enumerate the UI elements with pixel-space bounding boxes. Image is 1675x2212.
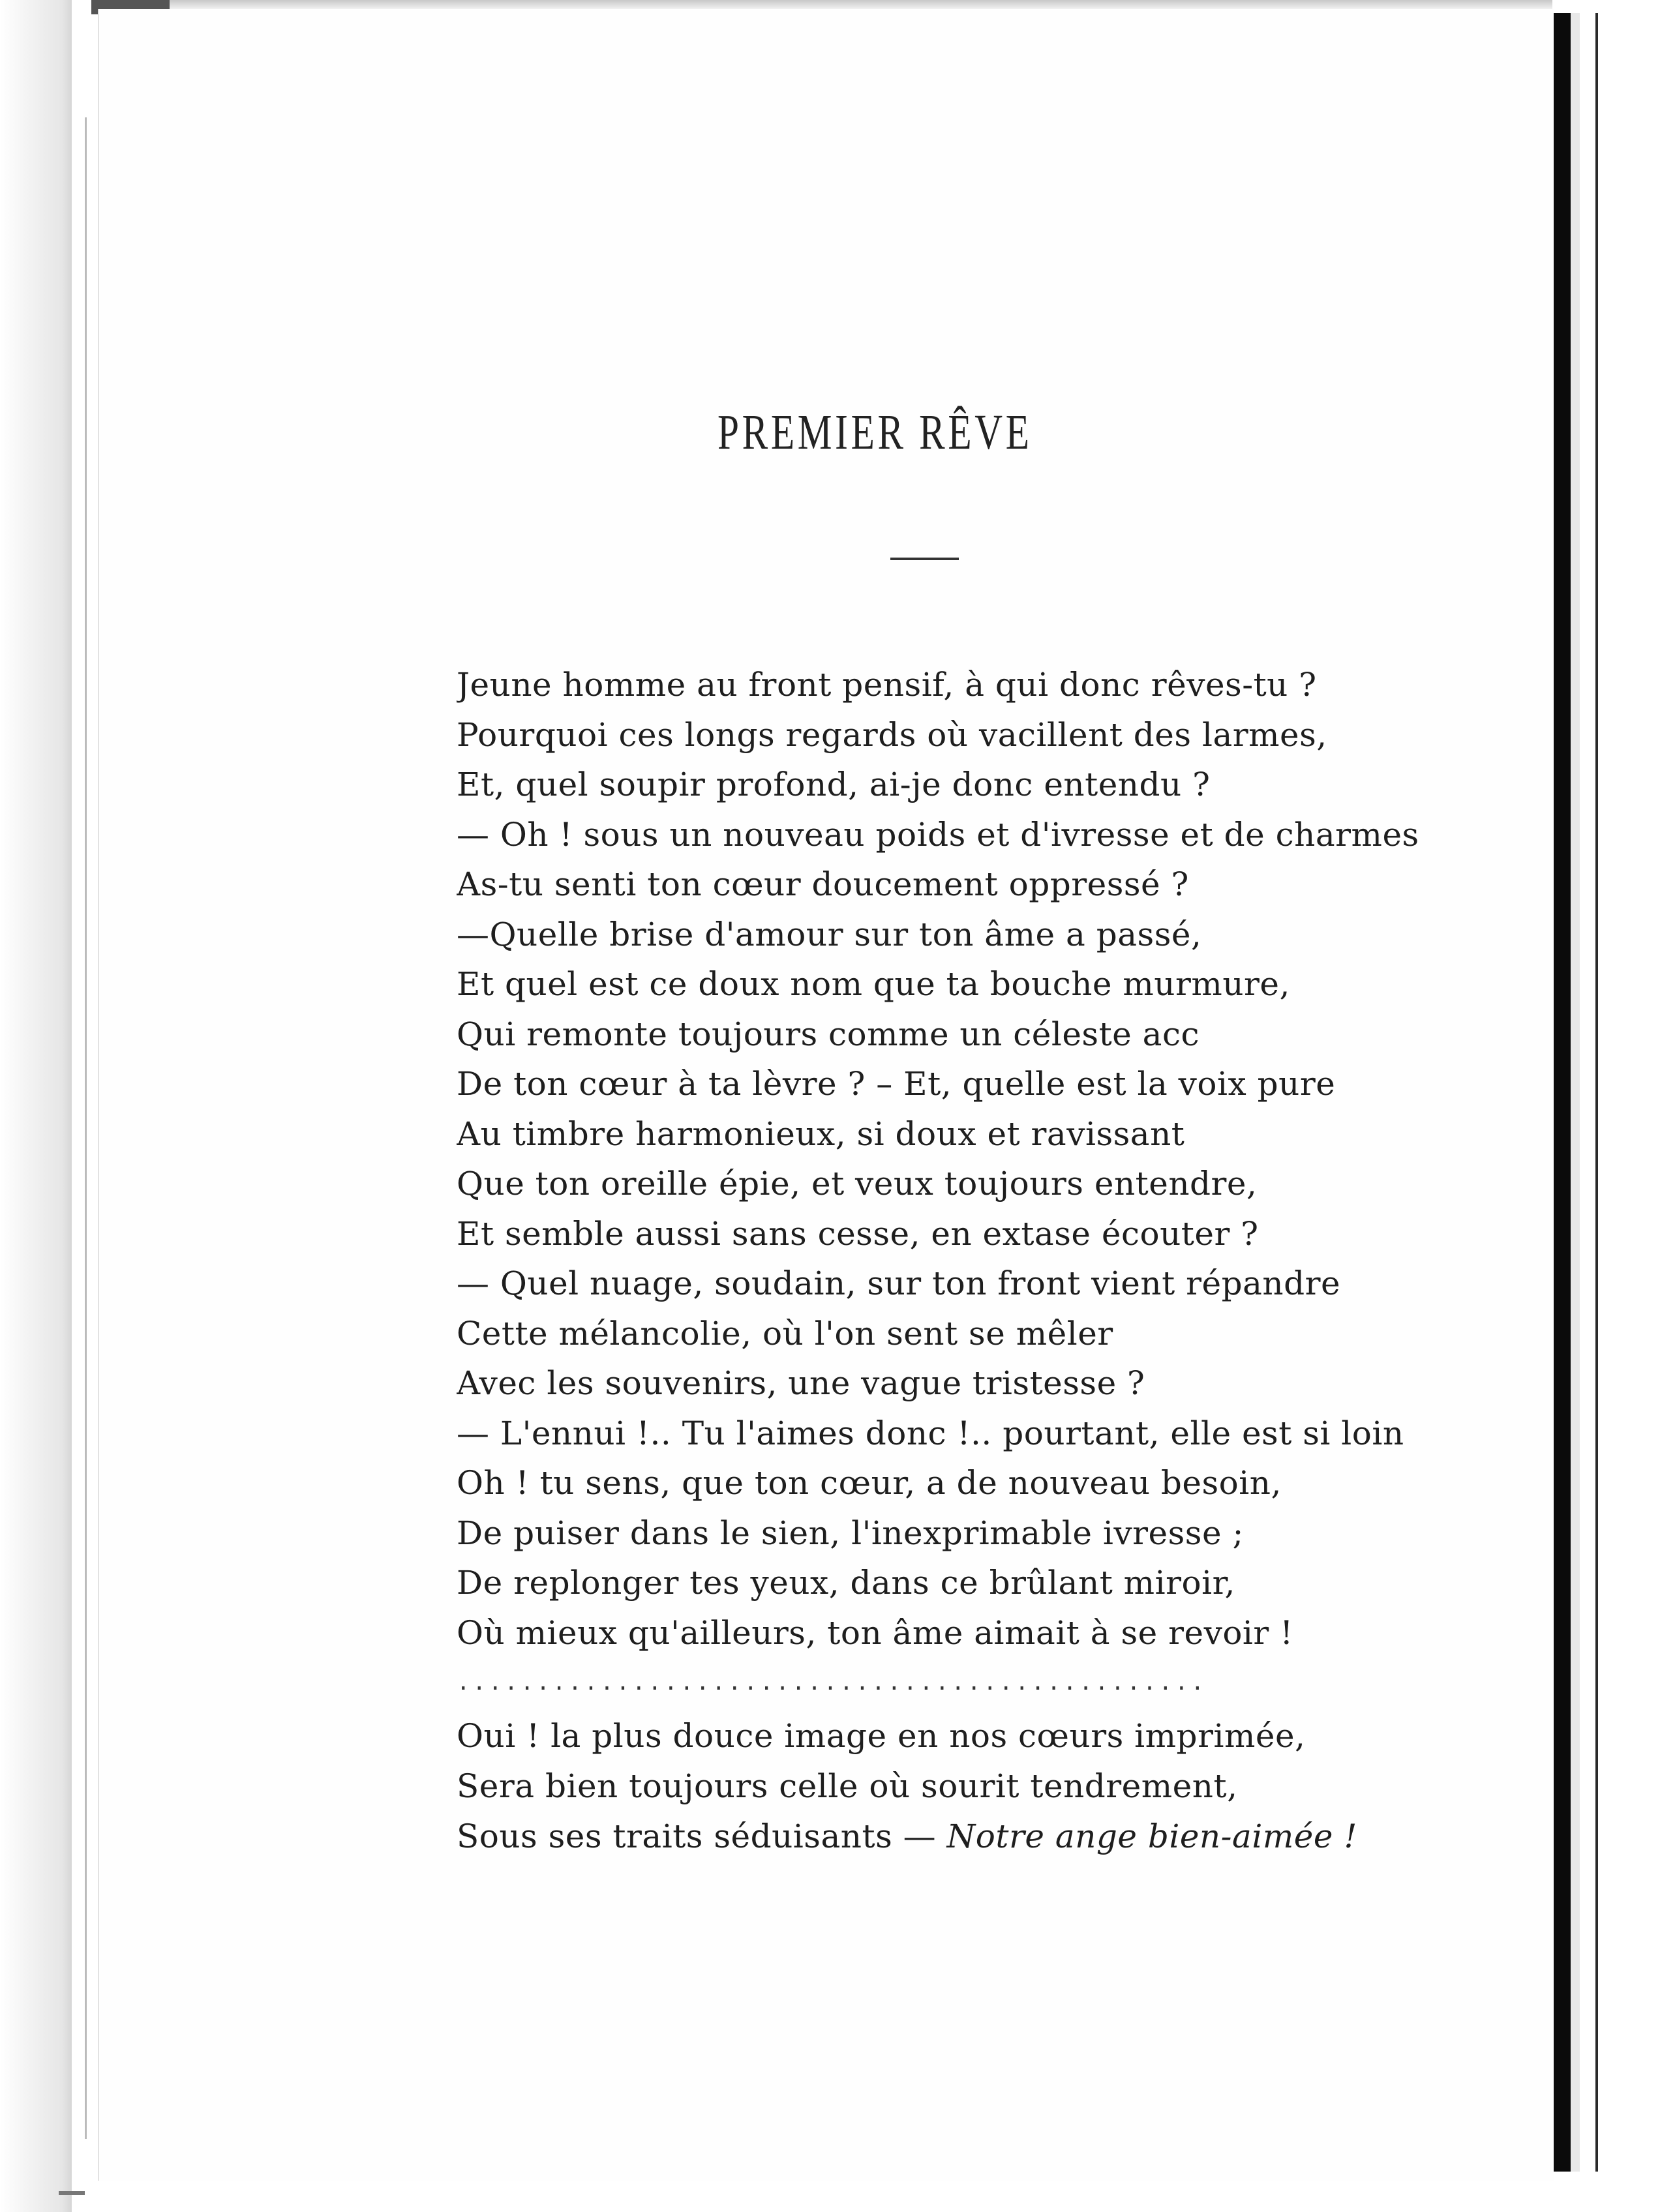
verse-line: Oui ! la plus douce image en nos cœurs imprimée, [457, 1717, 1306, 1755]
verse-line: Au timbre harmonieux, si doux et ravissant [457, 1114, 1185, 1153]
scan-left-fold-line [85, 117, 87, 2139]
verse-line: — L'ennui !.. Tu l'aimes donc !.. pourtant, elle est si loin [457, 1414, 1404, 1452]
verse-line: Où mieux qu'ailleurs, ton âme aimait à se revoir ! [457, 1613, 1293, 1652]
scan-bottom-mark [59, 2191, 85, 2195]
dotted-separator: ............................................... [457, 1669, 1207, 1696]
verse-line: De ton cœur à ta lèvre ? – Et, quelle est la voix pure [457, 1065, 1336, 1103]
verse-line: Oh ! tu sens, que ton cœur, a de nouveau besoin, [457, 1464, 1282, 1502]
verse-line: De puiser dans le sien, l'inexprimable ivresse ; [457, 1514, 1244, 1552]
verse-line: Cette mélancolie, où l'on sent se mêler [457, 1314, 1113, 1353]
poem-title: PREMIER RÊVE [717, 405, 1033, 460]
scan-left-shadow [0, 0, 72, 2212]
verse-line: Jeune homme au front pensif, à qui donc rêves-tu ? [457, 666, 1317, 704]
verse-line: Et semble aussi sans cesse, en extase écouter ? [457, 1214, 1259, 1253]
verse-line: Qui remonte toujours comme un céleste acc [457, 1015, 1200, 1053]
verse-line: —Quelle brise d'amour sur ton âme a passé, [457, 915, 1202, 953]
verse-line: — Quel nuage, soudain, sur ton front vient répandre [457, 1264, 1341, 1302]
scan-right-light-strip [1571, 13, 1580, 2172]
final-verse-italic: Notre ange bien-aimée ! [946, 1817, 1357, 1855]
final-verse-line [457, 1812, 1474, 1862]
scan-right-inner-line [1595, 13, 1598, 2172]
verse-line: Pourquoi ces longs regards où vacillent des larmes, [457, 715, 1327, 754]
scan-top-edge [91, 0, 1552, 9]
verse-line: Que ton oreille épie, et veux toujours entendre, [457, 1165, 1258, 1203]
stanza-1 [457, 660, 1474, 1658]
verse-line: As-tu senti ton cœur doucement oppressé ? [457, 865, 1189, 903]
verse-line: Et, quel soupir profond, ai-je donc entendu ? [457, 766, 1211, 803]
final-verse-lead: Sous ses traits séduisants — [457, 1817, 947, 1855]
stanza-2 [457, 1711, 1474, 1862]
scan-right-dark-edge [1554, 13, 1571, 2172]
verse-line: Avec les souvenirs, une vague tristesse ? [457, 1364, 1145, 1402]
verse-line: — Oh ! sous un nouveau poids et d'ivresse et de charmes [457, 815, 1419, 854]
verse-line: Sera bien toujours celle où sourit tendrement, [457, 1767, 1238, 1805]
title-rule [890, 558, 959, 560]
verse-line: De replonger tes yeux, dans ce brûlant miroir, [457, 1564, 1235, 1602]
verse-line: Et quel est ce doux nom que ta bouche murmure, [457, 965, 1290, 1003]
